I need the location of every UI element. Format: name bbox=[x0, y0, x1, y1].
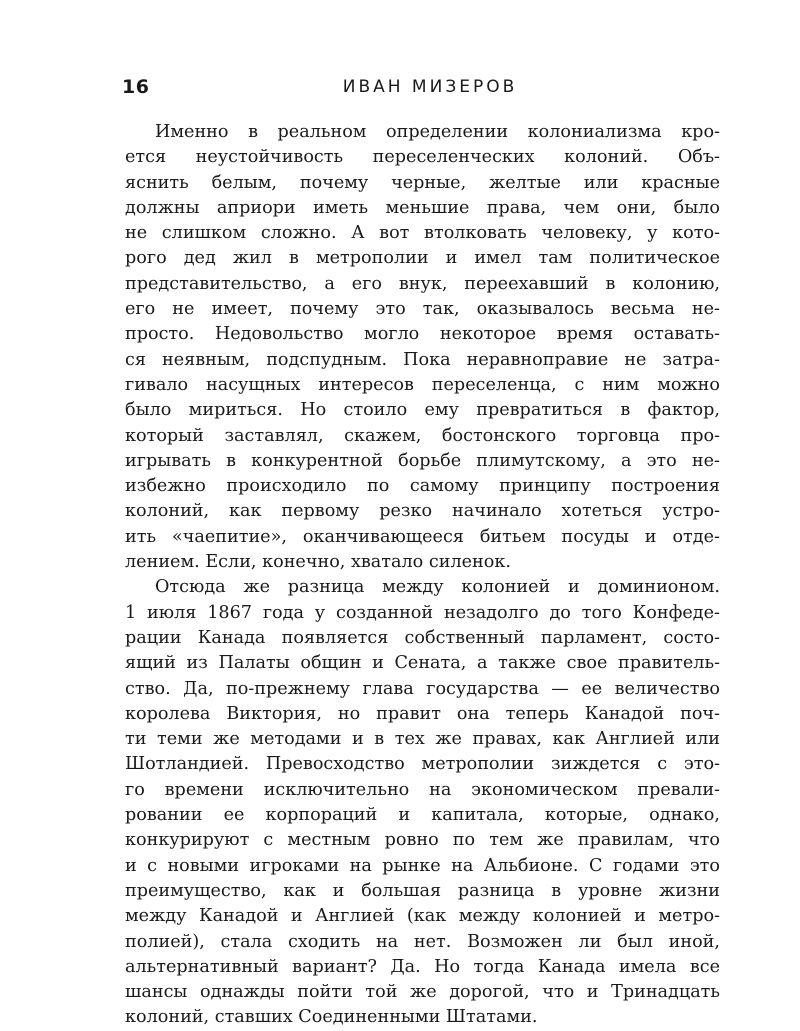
running-head bbox=[122, 76, 720, 102]
text-line: шансы однажды пойти той же дорогой, что и Тринадцать bbox=[125, 982, 720, 1003]
text-line: ство. Да, по-прежнему глава государства — ее величество bbox=[125, 678, 720, 699]
text-line: игрывать в конкурентной борьбе плимутскому, а это не- bbox=[125, 450, 720, 471]
text-line: ровании ее корпораций и капитала, которые, однако, bbox=[125, 805, 720, 826]
running-title: ИВАН МИЗЕРОВ bbox=[342, 77, 518, 97]
text-line: ся неявным, подспудным. Пока неравноправие не затра- bbox=[125, 349, 720, 370]
text-line: между Канадой и Англией (как между колонией и метро- bbox=[125, 906, 720, 927]
text-line: го времени исключительно на экономическом превали- bbox=[125, 779, 720, 800]
page-number: 16 bbox=[122, 76, 150, 98]
text-line: его не имеет, почему это так, оказывалось весьма не- bbox=[125, 299, 720, 320]
text-line: было мириться. Но стоило ему превратиться в фактор, bbox=[125, 400, 720, 421]
text-line: который заставлял, скажем, бостонского торговца про- bbox=[125, 425, 720, 446]
paragraph bbox=[125, 120, 720, 575]
text-line: преимущество, как и большая разница в уровне жизни bbox=[125, 880, 720, 901]
text-line: ить «чаепитие», оканчивающееся битьем посуды и отде- bbox=[125, 526, 720, 547]
text-line: рации Канада появляется собственный парламент, состо- bbox=[125, 627, 720, 648]
text-line: 1 июля 1867 года у созданной незадолго до того Конфеде- bbox=[125, 602, 720, 623]
text-line: яснить белым, почему черные, желтые или красные bbox=[125, 172, 720, 193]
text-line: рого дед жил в метрополии и имел там политическое bbox=[125, 248, 720, 269]
text-line: ти теми же методами и в тех же правах, как Англией или bbox=[125, 729, 720, 750]
text-line: избежно происходило по самому принципу построения bbox=[125, 476, 720, 497]
text-line: конкурируют с местным ровно по тем же правилам, что bbox=[125, 830, 720, 851]
text-line: должны априори иметь меньшие права, чем они, было bbox=[125, 197, 720, 218]
text-line: королева Виктория, но правит она теперь Канадой поч- bbox=[125, 703, 720, 724]
body-text bbox=[125, 120, 720, 1031]
text-line: просто. Недовольство могло некоторое время оставать- bbox=[125, 324, 720, 345]
text-line: не слишком сложно. А вот втолковать человеку, у кото- bbox=[125, 223, 720, 244]
text-line: Шотландией. Превосходство метрополии зиждется с это- bbox=[125, 754, 720, 775]
text-line: Отсюда же разница между колонией и доминионом. bbox=[155, 577, 720, 598]
paragraph bbox=[125, 575, 720, 1030]
text-line: колоний, ставших Соединенными Штатами. bbox=[125, 1007, 538, 1028]
text-line: и с новыми игроками на рынке на Альбионе. С годами это bbox=[125, 855, 720, 876]
text-line: колоний, как первому резко начинало хотеться устро- bbox=[125, 501, 720, 522]
text-line: альтернативный вариант? Да. Но тогда Канада имела все bbox=[125, 956, 720, 977]
text-line: ящий из Палаты общин и Сената, а также свое правитель- bbox=[125, 653, 720, 674]
text-line: лением. Если, конечно, хватало силенок. bbox=[125, 552, 511, 573]
text-line: ется неустойчивость переселенческих колоний. Объ- bbox=[125, 147, 720, 168]
text-line: представительство, а его внук, переехавший в колонию, bbox=[125, 273, 720, 294]
text-line: полией), стала сходить на нет. Возможен ли был иной, bbox=[125, 931, 720, 952]
text-line: Именно в реальном определении колониализма кро- bbox=[155, 122, 720, 142]
text-line: гивало насущных интересов переселенца, с ним можно bbox=[125, 374, 720, 395]
